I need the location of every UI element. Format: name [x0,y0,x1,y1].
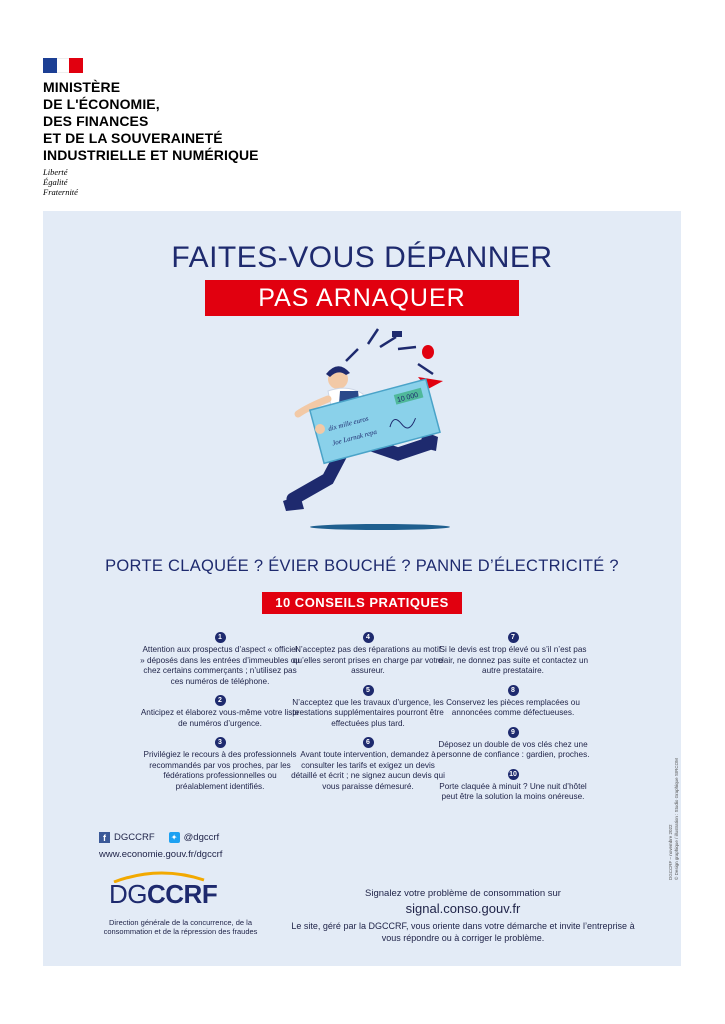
dgccrf-logo [109,871,219,910]
marianne-flag-icon [43,58,83,73]
tip-text: Attention aux prospectus d’aspect « officiel » déposés dans les entrées d’immeubles ou chez certains commerçants ; n’utilisez pas ces numéros de téléphone. [140,645,300,686]
tip-text: Si le devis est trop élevé ou s’il n’est pas clair, ne donnez pas suite et contactez un autre prestataire. [437,645,589,675]
tip-number: 9 [508,727,519,738]
cheque-amount: 10 000 [396,391,419,405]
facebook-icon: f [99,832,110,843]
social-links [99,832,219,843]
tip-text: N’acceptez que les travaux d’urgence, les prestations supplémentaires pourront être effectuées plus tard. [292,697,444,728]
ministry-name [43,79,259,164]
tip-text: Déposez un double de vos clés chez une personne de confiance : gardien, proches. [436,739,590,759]
tip-number: 8 [508,685,519,696]
poster-banner: PAS ARNAQUER [205,280,519,316]
tip-item [433,685,593,719]
tip-number: 1 [215,632,226,643]
tip-item [288,737,448,792]
devise [43,167,259,197]
tip-number: 10 [509,770,517,778]
ministry-line: ET DE LA SOUVERAINETÉ [43,130,223,146]
header [43,58,259,197]
credits [668,758,680,880]
poster-panel [43,211,681,966]
tip-item [433,632,593,677]
credits-line: © Design graphique / illustration : Studio Graphique SIRCOM [674,758,679,880]
tip-text: Anticipez et élaborez vous-même votre liste de numéros d’urgence. [140,708,300,728]
tip-item [140,737,300,792]
tips-column [140,632,300,800]
tip-text: N’acceptez pas des réparations au motif qu’elles seront prises en charge par votre assureur. [292,645,444,675]
tip-item [140,632,300,687]
tip-item [433,769,593,803]
logo-ccrf: CCRF [147,879,218,909]
tip-item [433,727,593,761]
ministry-line: DES FINANCES [43,113,149,129]
ministry-line: MINISTÈRE [43,79,121,95]
cheque-text-2: Joe Larnak repa [331,427,378,448]
question-headline: PORTE CLAQUÉE ? ÉVIER BOUCHÉ ? PANNE D’ÉLECTRICITÉ ? [105,557,619,575]
tip-text: Avant toute intervention, demandez à consulter les tarifs et exigez un devis détaillé et écrit ; ne signez aucun devis qui vous paraisse démesuré. [291,750,445,791]
tip-number: 4 [363,632,374,643]
logo-description: Direction générale de la concurrence, de la consommation et de la répression des fraudes [103,918,258,936]
twitter-handle[interactable]: @dgccrf [183,832,220,843]
tip-number: 7 [508,632,519,643]
cheque-text-1: dix mille euros [327,414,370,433]
tip-text: Conservez les pièces remplacées ou annoncées comme défectueuses. [446,697,580,717]
running-repairman-illustration [268,319,478,534]
tip-number: 5 [363,685,374,696]
twitter-icon: ✦ [169,832,180,843]
tip-item [288,685,448,730]
logo-dg: DG [109,879,147,909]
ministry-line: DE L'ÉCONOMIE, [43,96,160,112]
tip-text: Porte claquée à minuit ? Une nuit d’hôtel peut être la solution la moins onéreuse. [439,781,587,801]
tools-icon [346,329,433,374]
facebook-handle[interactable]: DGCCRF [114,832,155,843]
signal-site-link[interactable]: signal.conso.gouv.fr [405,901,521,916]
tip-number: 2 [215,695,226,706]
tip-item [140,695,300,729]
credits-line: DGCCRF – novembre 2022 [668,824,673,880]
tip-item [288,632,448,677]
devise-line: Égalité [43,177,68,187]
website-url[interactable]: www.economie.gouv.fr/dgccrf [99,849,223,860]
tip-number: 3 [215,737,226,748]
devise-line: Fraternité [43,187,78,197]
tip-number: 6 [363,737,374,748]
tips-column [288,632,448,800]
signal-intro: Signalez votre problème de consommation sur [365,888,561,899]
signal-description: Le site, géré par la DGCCRF, vous oriente dans votre démarche et invite l’entreprise à vous répondre ou à corriger le problème. [291,921,635,943]
devise-line: Liberté [43,167,68,177]
tips-column [433,632,593,811]
conseils-banner: 10 CONSEILS PRATIQUES [262,592,462,614]
poster-title: FAITES-VOUS DÉPANNER [171,241,553,274]
ministry-line: INDUSTRIELLE ET NUMÉRIQUE [43,147,259,163]
tip-text: Privilégiez le recours à des professionnels recommandés par vos proches, par les fédérations professionnelles ou préalablement identifiés. [143,750,297,791]
